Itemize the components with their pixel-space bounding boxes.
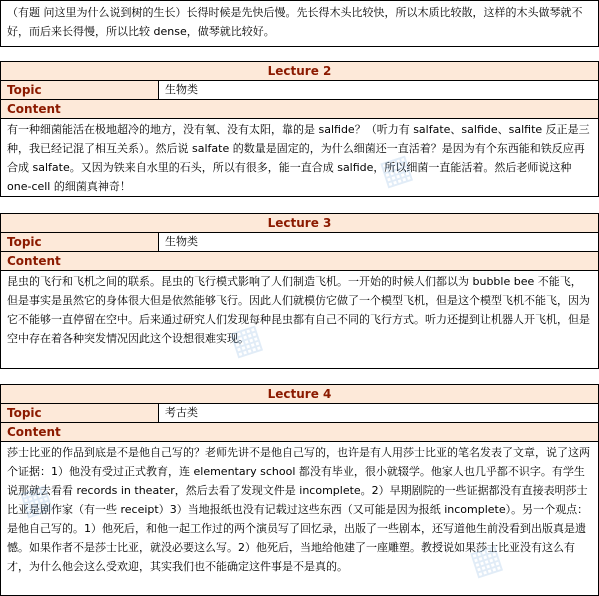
- lecture-4-table: [0, 384, 599, 596]
- content-body: 有一种细菌能活在极地超冷的地方，没有氧、没有太阳，靠的是 salfide？（听力有 salfate、salfide、salfite 反正是三种，我已经记混了相互关系）。然后说 salfate 的数量是固定的，为什么细菌还一直活着？是因为有个东西能和铁反应再合成 salfate。又因为铁来自水里的石头，所以有很多，能一直合成 salfide，所以细菌一直能活着。然后老师说这种 one-cell 的细菌真神奇！: [1, 119, 599, 197]
- content-label: Content: [1, 100, 599, 119]
- content-body: 莎士比亚的作品到底是不是他自己写的？老师先讲不是他自己写的，也许是有人用莎士比亚的笔名发表了文章，说了这两个证据：1）他没有受过正式教育，连 elementary school 都没有毕业，很小就辍学。他家人也几乎都不识字。有学生说那就去看看 records in theater，然后去看了发现文件是 incomplete。2）早期剧院的一些证据都没有直接表明莎士比亚是剧作家（有一些 receipt）3）当地报纸也没有记载过这些东西（又可能是因为报纸 incomplete）。另一个观点：是他自己写的。1）他死后，和他一起工作过的两个演员写了回忆录，出版了一些剧本，还写道他生前没看到出版真是遗憾。如果作者不是莎士比亚，就没必要这么写。2）他死后，当地给他建了一座雕塑。教授说如果莎士比亚没有这么有才，为什么他会这么受欢迎，其实我们也不能确定这件事是不是真的。: [1, 442, 599, 596]
- content-label: Content: [1, 252, 599, 271]
- watermark-mark: ▦: [224, 316, 268, 364]
- content-label: Content: [1, 423, 599, 442]
- topic-label: Topic: [1, 404, 159, 423]
- lecture-3-table: [0, 213, 599, 369]
- lecture-title: Lecture 3: [1, 214, 599, 233]
- watermark-mark: ▦: [374, 146, 418, 194]
- lecture-title: Lecture 4: [1, 385, 599, 404]
- intro-text: （有题 问这里为什么说到树的生长）长得时候是先快后慢。先长得木头比较快，所以木质比较散，这样的木头做琴就不好，而后来长得慢，所以比较 dense，做琴就比较好。: [7, 6, 583, 38]
- topic-value: 生物类: [159, 233, 599, 252]
- topic-value: 考古类: [159, 404, 599, 423]
- intro-paragraph: [0, 0, 599, 47]
- topic-value: 生物类: [159, 81, 599, 100]
- lecture-title: Lecture 2: [1, 62, 599, 81]
- watermark-mark: ▦: [14, 476, 58, 524]
- topic-label: Topic: [1, 81, 159, 100]
- lecture-2-table: [0, 61, 599, 197]
- watermark-mark: ▦: [464, 536, 508, 584]
- topic-label: Topic: [1, 233, 159, 252]
- content-body: 昆虫的飞行和飞机之间的联系。昆虫的飞行模式影响了人们制造飞机。一开始的时候人们都以为 bubble bee 不能飞，但是事实是虽然它的身体很大但是依然能够飞行。因此人们就模仿它做了一个模型飞机，但是这个模型飞机不能飞，因为它不能够一直停留在空中。后来通过研究人们发现每种昆虫都有自己不同的飞行方式。听力还提到让机器人开飞机，但是空中存在着各种突发情况因此这个设想很难实现。: [1, 271, 599, 369]
